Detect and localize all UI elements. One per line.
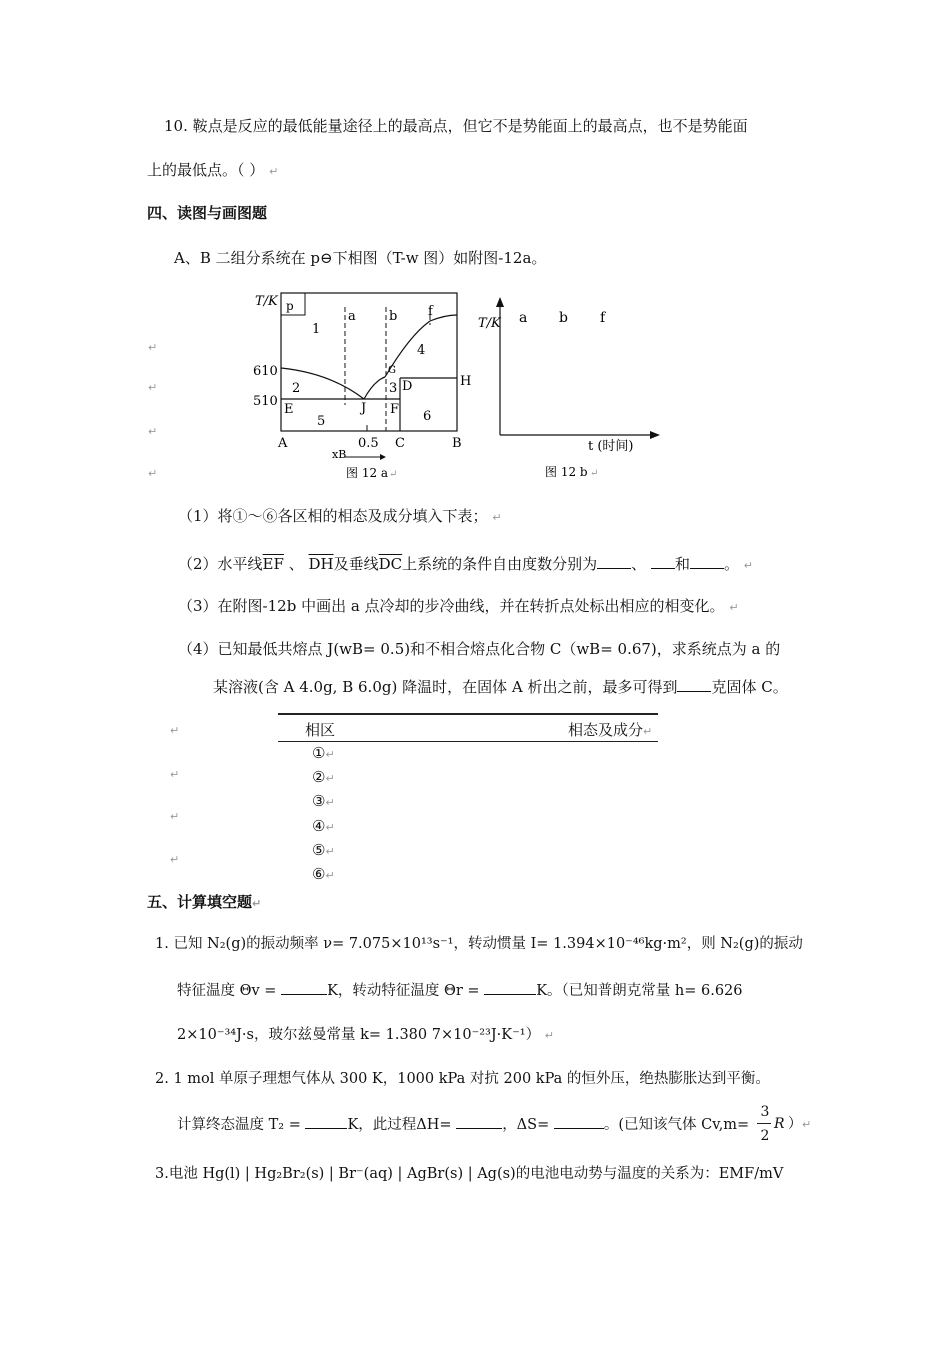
region-1: 1 [312, 322, 321, 337]
region-4: 4 [417, 343, 426, 358]
label-b: b [389, 309, 398, 324]
answer-blank[interactable] [597, 554, 631, 569]
section5-title: 五、计算填空题↵ [147, 893, 262, 911]
problem-2-line1: 2. 1 mol 单原子理想气体从 300 K，1000 kPa 对抗 200 kPa 的恒外压，绝热膨胀达到平衡。 [155, 1071, 770, 1087]
x-tick-b: B [452, 436, 462, 451]
x-axis-label-b: t (时间) [588, 439, 634, 454]
problem-1-line1: 1. 已知 N₂(g)的振动频率 ν= 7.075×10¹³s⁻¹，转动惯量 I= 1.394×10⁻⁴⁶kg·m²，则 N₂(g)的振动 [155, 936, 803, 952]
paragraph-mark: ↵ [170, 724, 180, 737]
label-p: p [286, 299, 294, 313]
table-row: ⑤↵ [312, 841, 335, 859]
cooling-curve-12b [470, 295, 670, 485]
problem-1-line3: 2×10⁻³⁴J·s，玻尔兹曼常量 k= 1.380 7×10⁻²³J·K⁻¹） ↵ [177, 1027, 554, 1043]
paragraph-mark: ↵ [729, 601, 739, 614]
figure-12b-caption: 图 12 b [545, 465, 588, 479]
question-4-line1: （4）已知最低共熔点 J(wB= 0.5)和不相合熔点化合物 C（wB= 0.67)，求系统点为 a 的 [178, 640, 781, 658]
question-2: （2）水平线$\overline{EF}$ 、 $\overline{DH}$及垂线$\overline{DC}$上系统的条件自由度数分别为 、 和 。 ↵ [178, 555, 753, 573]
paragraph-mark: ↵ [148, 425, 158, 438]
section4-title: 四、读图与画图题 [147, 204, 268, 222]
curve-label-a: a [519, 310, 528, 326]
y-axis-label: T/K [255, 294, 278, 309]
y-axis-label-b: T/K [478, 316, 501, 331]
fraction-denominator: 2 [760, 1128, 770, 1144]
table-row: ①↵ [312, 744, 335, 762]
paragraph-mark: ↵ [148, 381, 158, 394]
paragraph-mark: ↵ [148, 467, 158, 480]
answer-blank[interactable] [677, 677, 711, 692]
answer-blank[interactable] [484, 980, 536, 995]
paragraph-mark: ↵ [389, 469, 398, 480]
paragraph-mark: ↵ [492, 511, 502, 524]
paragraph-mark: ↵ [590, 468, 599, 479]
curve-label-b: b [559, 310, 568, 326]
region-2: 2 [292, 381, 301, 396]
figure-12a-caption: 图 12 a [346, 466, 389, 480]
table-row: ②↵ [312, 768, 335, 786]
answer-blank[interactable] [456, 1114, 502, 1129]
table-row: ④↵ [312, 817, 335, 835]
answer-blank[interactable] [651, 554, 675, 569]
problem-2-line2: 计算终态温度 T₂ = K，此过程ΔH= ，ΔS= 。(已知该气体 Cv,m= [177, 1114, 749, 1135]
table-header-region: 相区 [305, 721, 336, 739]
question-1: （1）将①～⑥各区相的相态及成分填入下表； ↵ [178, 507, 502, 525]
region-3: 3 [389, 381, 398, 396]
answer-blank[interactable] [305, 1114, 347, 1129]
x-tick-c: C [395, 436, 405, 451]
region-6: 6 [423, 409, 432, 424]
problem-3-line1: 3.电池 Hg(l) | Hg₂Br₂(s) | Br⁻(aq) | AgBr(s) | Ag(s)的电池电动势与温度的关系为：EMF/mV [155, 1166, 784, 1182]
label-j: J [361, 401, 367, 416]
table-header-rule [278, 741, 658, 742]
question-3: （3）在附图-12b 中画出 a 点冷却的步冷曲线，并在转折点处标出相应的相变化。 ↵ [178, 597, 739, 615]
paragraph-mark: ↵ [170, 853, 180, 866]
table-row: ③↵ [312, 792, 335, 810]
problem-2-end: ）↵ [788, 1116, 812, 1132]
fraction-bar [757, 1123, 771, 1124]
line-dc-label: $\overline{DC}$ [378, 555, 403, 573]
q10-line1: 10. 鞍点是反应的最低能量途径上的最高点，但它不是势能面上的最高点，也不是势能面 [164, 117, 748, 135]
paragraph-mark: ↵ [743, 559, 753, 572]
paragraph-mark: ↵ [170, 768, 180, 781]
section4-intro: A、B 二组分系统在 p⊖下相图（T-w 图）如附图-12a。 [174, 249, 547, 267]
answer-blank[interactable] [554, 1114, 604, 1129]
paragraph-mark: ↵ [148, 341, 158, 354]
table-header-phase: 相态及成分↵ [568, 721, 653, 739]
label-f: f [428, 304, 433, 319]
table-top-rule [278, 713, 658, 715]
fraction-numerator: 3 [760, 1104, 770, 1120]
y-tick-510: 510 [253, 394, 278, 409]
liquidus-mid [364, 377, 385, 399]
table-row: ⑥↵ [312, 865, 335, 883]
curve-label-f: f [600, 310, 606, 326]
gas-constant-r: R [774, 1116, 785, 1132]
label-fpt: F [390, 402, 400, 417]
x-tick-a: A [278, 436, 288, 451]
answer-blank[interactable] [690, 554, 724, 569]
label-d: D [402, 379, 413, 394]
label-a: a [348, 309, 356, 324]
answer-blank[interactable] [281, 980, 327, 995]
label-e: E [284, 402, 294, 417]
q10-line2: 上的最低点。（ ） ↵ [147, 161, 279, 179]
label-g: G [388, 365, 396, 376]
label-h: H [460, 374, 472, 389]
x-tick-05: 0.5 [358, 436, 379, 451]
region-5: 5 [317, 414, 326, 429]
problem-1-line2: 特征温度 Θv = K，转动特征温度 Θr = K。（已知普朗克常量 h= 6.626 [177, 980, 743, 1001]
line-ef-label: $\overline{EF}$ [262, 555, 284, 573]
phase-diagram-12a [240, 285, 480, 485]
x-axis-label: xB [332, 448, 347, 461]
paragraph-mark: ↵ [269, 165, 279, 178]
line-dh-label: $\overline{DH}$ [308, 555, 334, 573]
y-tick-610: 610 [253, 364, 278, 379]
question-4-line2: 某溶液(含 A 4.0g, B 6.0g) 降温时，在固体 A 析出之前，最多可得到 克固体 C。 [213, 678, 788, 696]
paragraph-mark: ↵ [170, 810, 180, 823]
